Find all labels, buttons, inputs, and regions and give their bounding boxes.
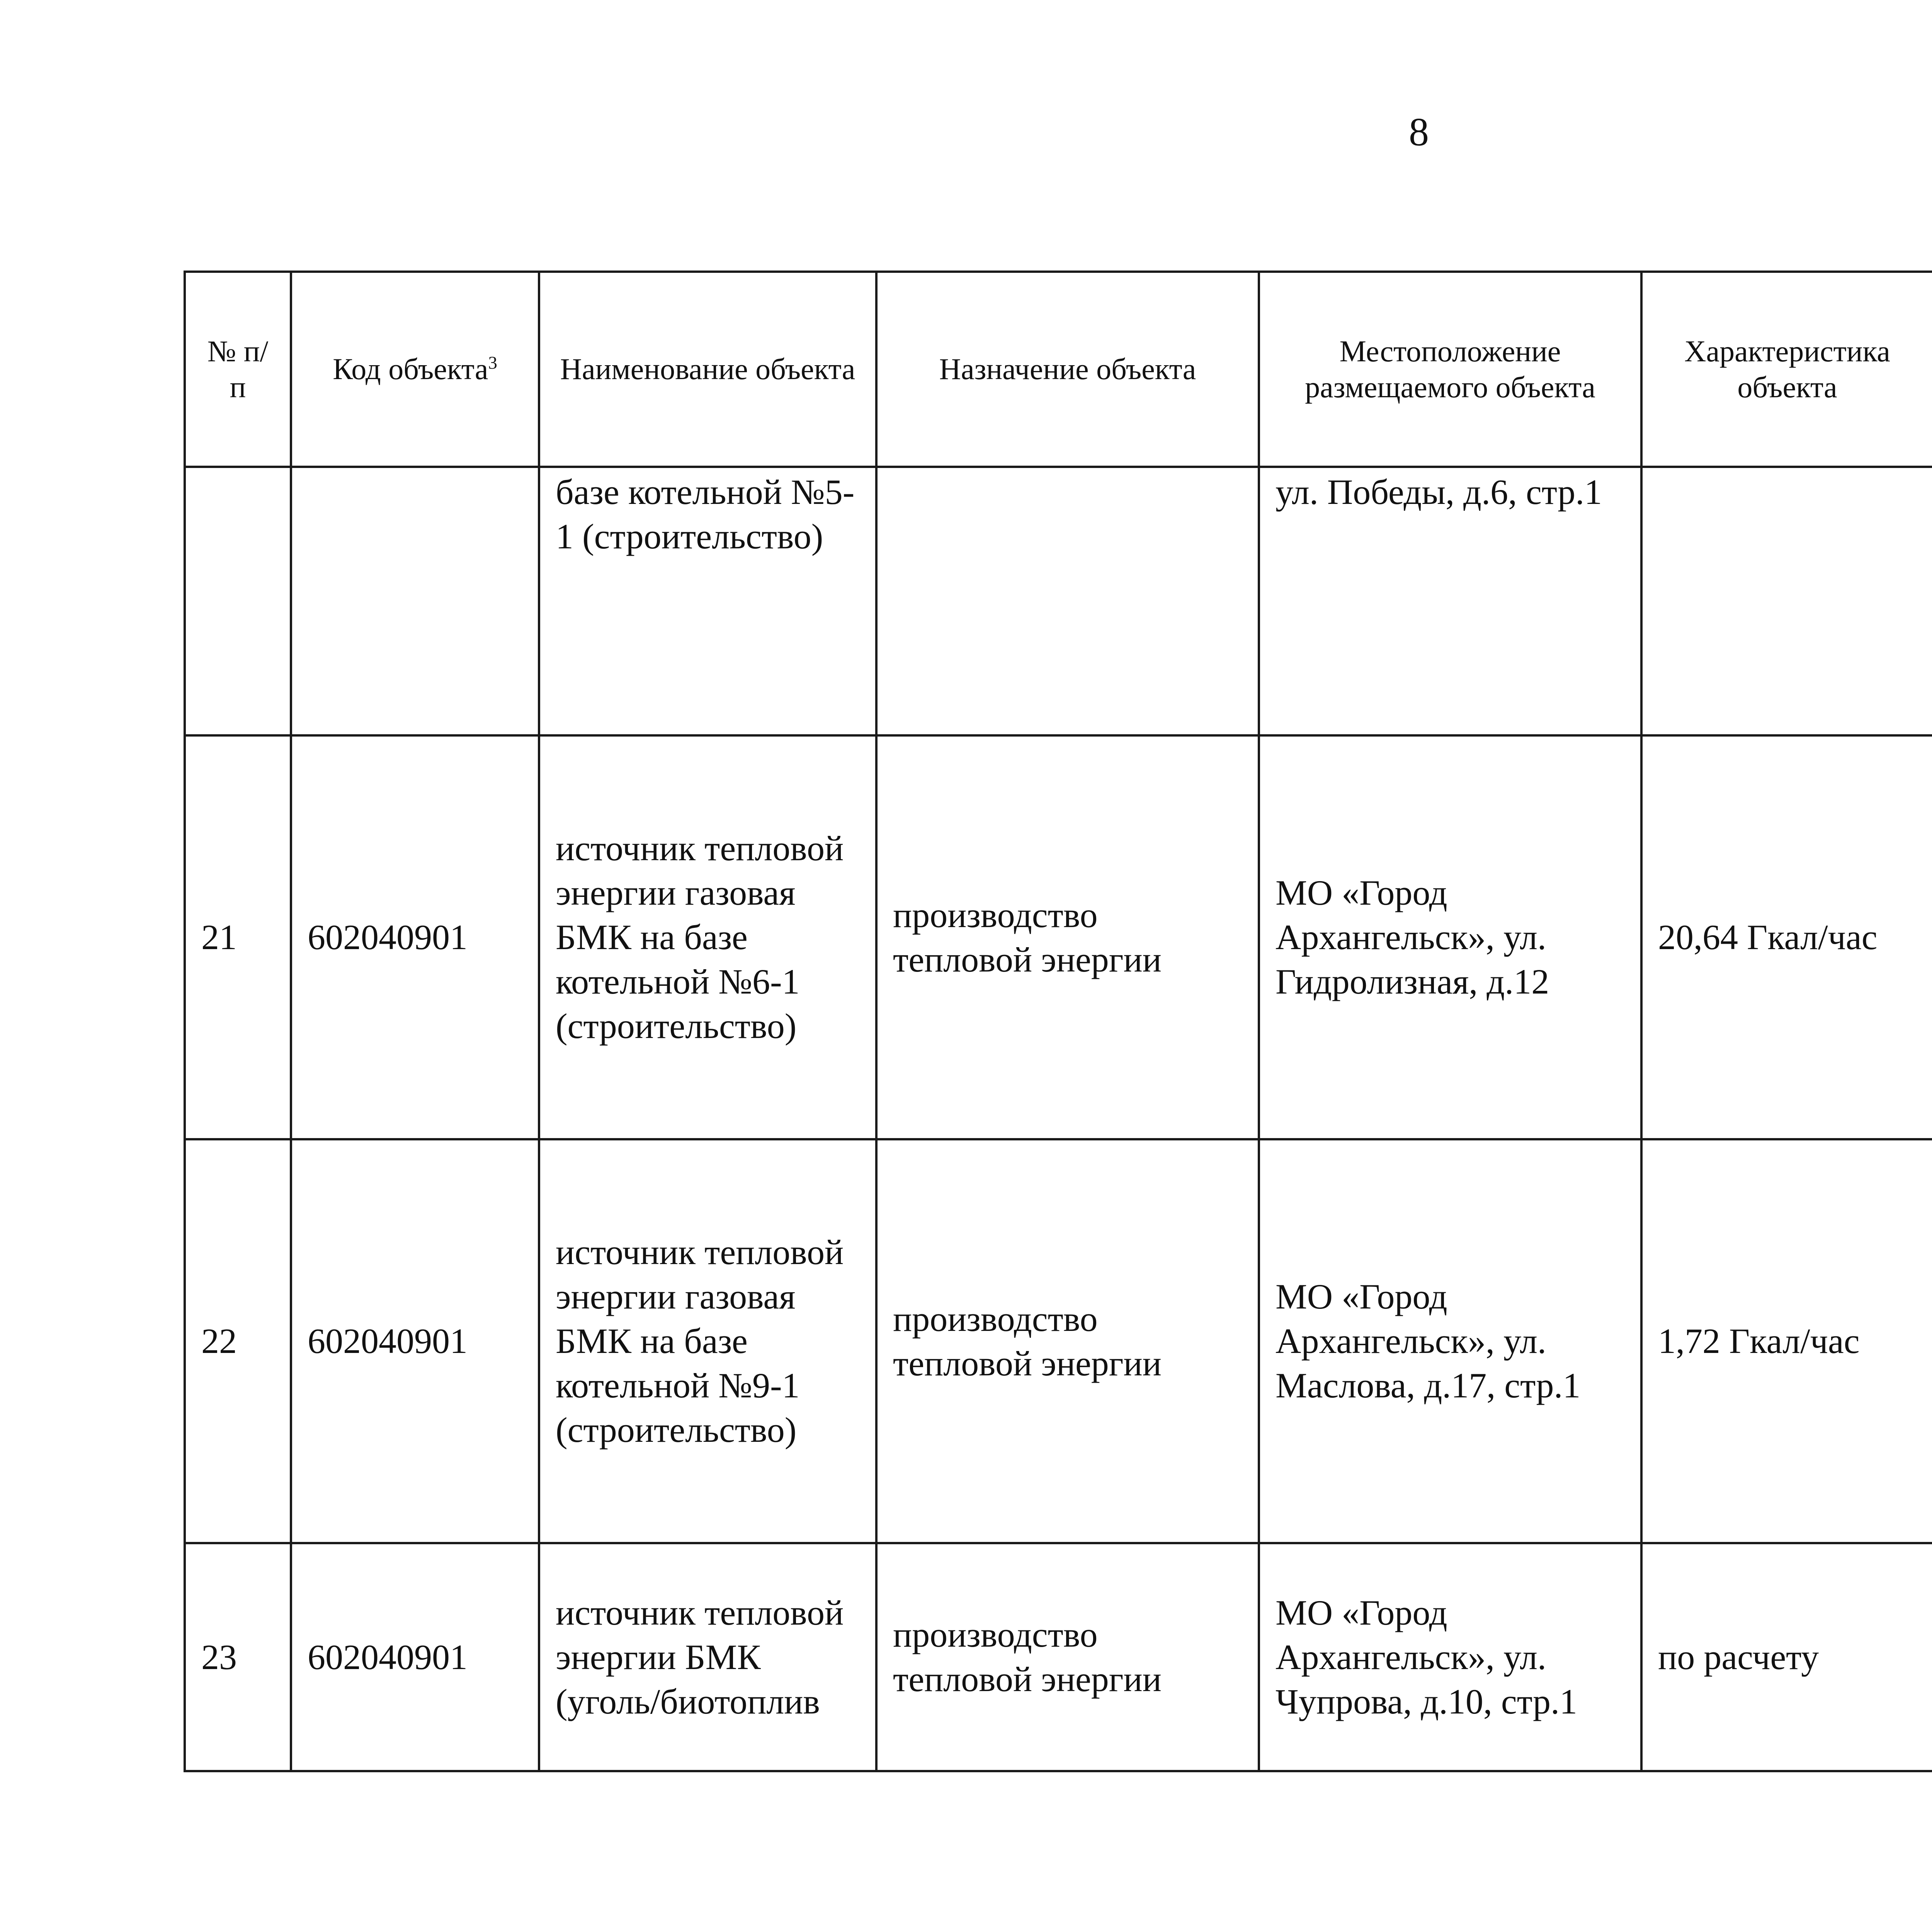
header-num: № п/п xyxy=(185,272,291,467)
header-location: Местоположение размещаемого объекта xyxy=(1259,272,1641,467)
table-header-row xyxy=(185,272,1932,467)
cell-purpose: производство тепловой энергии xyxy=(876,735,1259,1139)
cell-num: 21 xyxy=(185,735,291,1139)
cell-purpose xyxy=(876,467,1259,735)
table-row xyxy=(185,1139,1932,1543)
table-row xyxy=(185,735,1932,1139)
cell-code: 602040901 xyxy=(291,735,539,1139)
cell-num xyxy=(185,467,291,735)
cell-name: источник тепловой энергии газовая БМК на базе котельной №6-1 (строительство) xyxy=(539,735,876,1139)
cell-purpose: производство тепловой энергии xyxy=(876,1543,1259,1771)
page-number: 8 xyxy=(1409,110,1429,154)
table-row xyxy=(185,467,1932,735)
header-purpose: Назначение объекта xyxy=(876,272,1259,467)
cell-characteristic: 1,72 Гкал/час xyxy=(1641,1139,1932,1543)
header-code xyxy=(291,272,539,467)
cell-code: 602040901 xyxy=(291,1139,539,1543)
cell-characteristic: по расчету xyxy=(1641,1543,1932,1771)
table-row xyxy=(185,1543,1932,1771)
cell-location: МО «Город Архангельск», ул. Чупрова, д.10, стр.1 xyxy=(1259,1543,1641,1771)
cell-code xyxy=(291,467,539,735)
cell-location: ул. Победы, д.6, стр.1 xyxy=(1259,467,1641,735)
cell-name: базе котельной №5-1 (строительство) xyxy=(539,467,876,735)
footnote-mark: 3 xyxy=(488,353,497,373)
cell-name: источник тепловой энергии БМК (уголь/биотоплив xyxy=(539,1543,876,1771)
cell-name: источник тепловой энергии газовая БМК на базе котельной №9-1 (строительство) xyxy=(539,1139,876,1543)
header-characteristic: Характеристика объекта xyxy=(1641,272,1932,467)
header-code-label: Код объекта xyxy=(333,352,488,386)
cell-location: МО «Город Архангельск», ул. Маслова, д.17, стр.1 xyxy=(1259,1139,1641,1543)
cell-code: 602040901 xyxy=(291,1543,539,1771)
cell-num: 22 xyxy=(185,1139,291,1543)
header-name: Наименование объекта xyxy=(539,272,876,467)
cell-location: МО «Город Архангельск», ул. Гидролизная, д.12 xyxy=(1259,735,1641,1139)
cell-num: 23 xyxy=(185,1543,291,1771)
cell-characteristic xyxy=(1641,467,1932,735)
cell-characteristic: 20,64 Гкал/час xyxy=(1641,735,1932,1139)
objects-table xyxy=(184,271,1932,1772)
cell-purpose: производство тепловой энергии xyxy=(876,1139,1259,1543)
